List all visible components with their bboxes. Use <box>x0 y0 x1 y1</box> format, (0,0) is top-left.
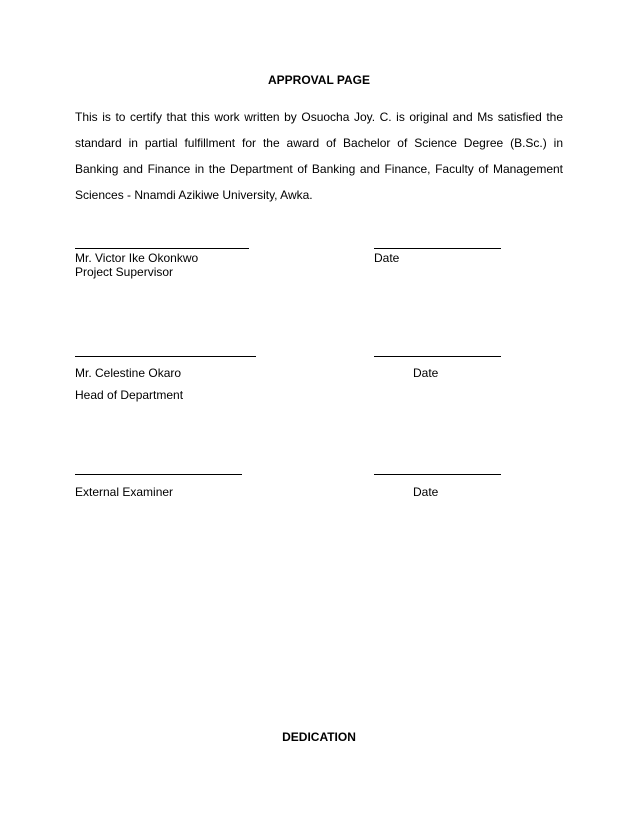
supervisor-date-label: Date <box>374 251 400 265</box>
examiner-signature-line <box>75 474 242 475</box>
examiner-date-label: Date <box>413 485 439 499</box>
hod-date-label: Date <box>413 366 439 380</box>
supervisor-signature-line <box>75 248 249 249</box>
approval-page-title: APPROVAL PAGE <box>267 73 371 87</box>
examiner-name: External Examiner <box>75 485 174 499</box>
certification-paragraph: This is to certify that this work written by Osuocha Joy. C. is original and Ms satisfied the standard in partial fulfillment for the award of Bachelor of Science Degree (B.Sc.) in Banking and Finance in the Department of Banking and Finance, Faculty of Management Sciences - Nnamdi Azikiwe University, Awka. <box>75 110 563 202</box>
supervisor-date-line <box>374 248 501 249</box>
hod-signature-line <box>75 356 256 357</box>
dedication-title: DEDICATION <box>282 730 356 744</box>
supervisor-role: Project Supervisor <box>75 265 174 279</box>
hod-date-line <box>374 356 501 357</box>
examiner-date-line <box>374 474 501 475</box>
supervisor-name: Mr. Victor Ike Okonkwo <box>75 251 199 265</box>
hod-role: Head of Department <box>75 388 184 402</box>
hod-name: Mr. Celestine Okaro <box>75 366 182 380</box>
